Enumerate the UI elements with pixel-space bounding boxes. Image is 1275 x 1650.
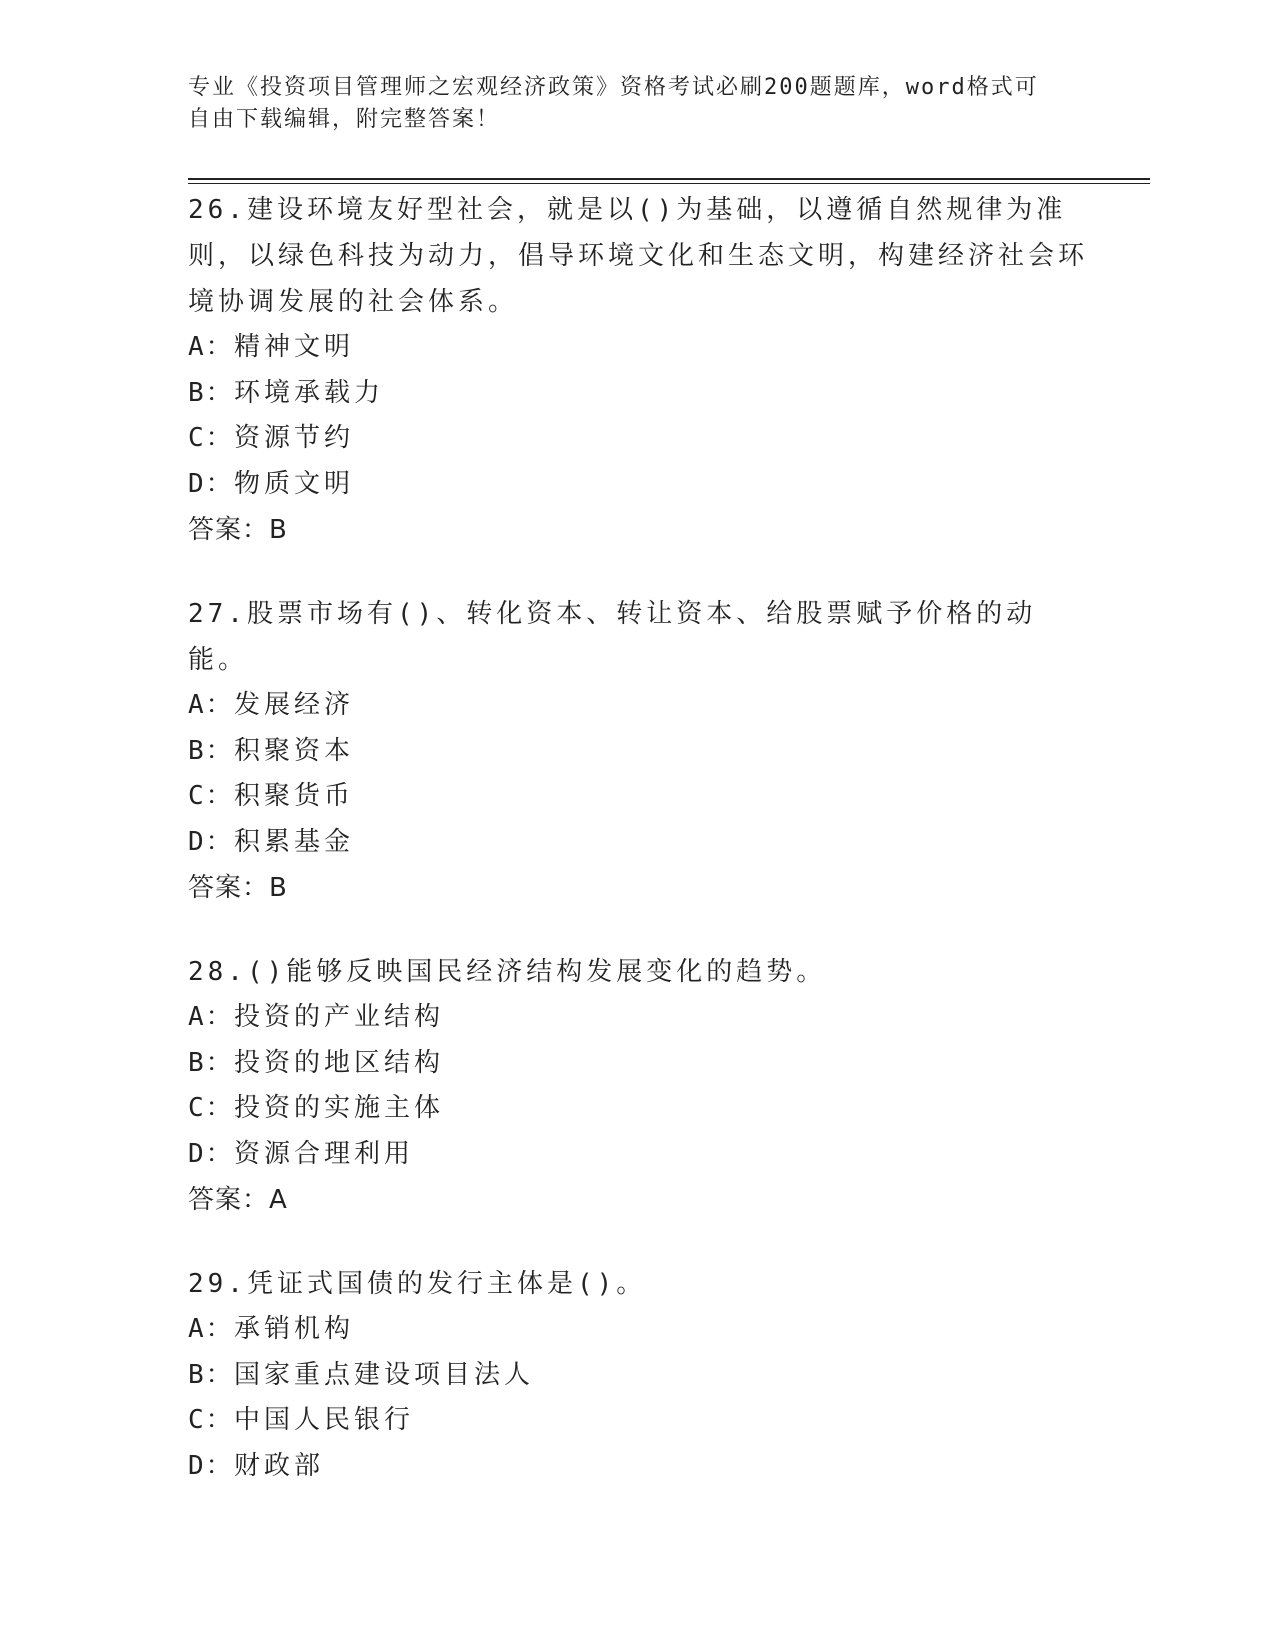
question-stem: 27.股票市场有()、转化资本、转让资本、给股票赋予价格的动能。 bbox=[188, 599, 1037, 675]
option-key: C： bbox=[188, 1093, 234, 1123]
option-text: 发展经济 bbox=[234, 690, 355, 720]
option-key: D： bbox=[188, 1450, 234, 1481]
header-divider-thick bbox=[188, 178, 1150, 180]
option-key: A： bbox=[188, 1314, 234, 1344]
option-text: 物质文明 bbox=[234, 468, 355, 499]
question-item bbox=[188, 591, 1088, 911]
option-b bbox=[188, 729, 1088, 775]
option-key: B： bbox=[188, 1047, 234, 1078]
option-text: 中国人民银行 bbox=[234, 1405, 415, 1435]
option-key: B： bbox=[188, 377, 234, 408]
option-text: 投资的产业结构 bbox=[234, 1002, 445, 1032]
option-a bbox=[188, 325, 1088, 371]
question-stem: 28.()能够反映国民经济结构发展变化的趋势。 bbox=[188, 957, 827, 987]
option-key: A： bbox=[188, 332, 234, 362]
option-c bbox=[188, 1398, 1088, 1444]
document-header bbox=[188, 72, 1068, 136]
option-c bbox=[188, 1086, 1088, 1132]
answer-line: 答案：A bbox=[188, 1185, 288, 1215]
option-key: A： bbox=[188, 1002, 234, 1032]
question-stem: 26.建设环境友好型社会，就是以()为基础，以遵循自然规律为准则，以绿色科技为动力，倡导环境文化和生态文明，构建经济社会环境协调发展的社会体系。 bbox=[188, 195, 1089, 317]
option-key: C： bbox=[188, 1405, 234, 1435]
option-d bbox=[188, 820, 1088, 866]
option-b bbox=[188, 1353, 1088, 1399]
option-d bbox=[188, 1444, 1088, 1490]
option-d bbox=[188, 1132, 1088, 1178]
option-key: D： bbox=[188, 1138, 234, 1169]
option-a bbox=[188, 995, 1088, 1041]
option-text: 积聚资本 bbox=[234, 735, 355, 766]
option-text: 积聚货币 bbox=[234, 781, 355, 811]
option-key: D： bbox=[188, 468, 234, 499]
question-stem: 29.凭证式国债的发行主体是()。 bbox=[188, 1269, 647, 1299]
answer-line: 答案：B bbox=[188, 515, 288, 545]
option-c bbox=[188, 774, 1088, 820]
option-b bbox=[188, 371, 1088, 417]
option-a bbox=[188, 683, 1088, 729]
option-text: 承销机构 bbox=[234, 1314, 355, 1344]
option-a bbox=[188, 1307, 1088, 1353]
option-text: 财政部 bbox=[234, 1450, 325, 1481]
option-d bbox=[188, 462, 1088, 508]
option-text: 积累基金 bbox=[234, 826, 355, 857]
option-key: B： bbox=[188, 1359, 234, 1390]
option-text: 精神文明 bbox=[234, 332, 355, 362]
option-text: 国家重点建设项目法人 bbox=[234, 1359, 535, 1390]
option-key: C： bbox=[188, 781, 234, 811]
question-item bbox=[188, 187, 1088, 553]
header-title-line-2: 自由下载编辑，附完整答案！ bbox=[188, 107, 501, 132]
option-text: 投资的实施主体 bbox=[234, 1093, 445, 1123]
option-c bbox=[188, 416, 1088, 462]
option-key: C： bbox=[188, 423, 234, 453]
option-text: 资源节约 bbox=[234, 423, 355, 453]
header-divider-thin bbox=[188, 183, 1150, 184]
option-key: A： bbox=[188, 690, 234, 720]
option-key: B： bbox=[188, 735, 234, 766]
option-text: 投资的地区结构 bbox=[234, 1047, 445, 1078]
question-item bbox=[188, 1261, 1088, 1489]
option-key: D： bbox=[188, 826, 234, 857]
question-item bbox=[188, 949, 1088, 1223]
answer-line: 答案：B bbox=[188, 873, 288, 903]
option-b bbox=[188, 1041, 1088, 1087]
header-title-line-1: 专业《投资项目管理师之宏观经济政策》资格考试必刷200题题库，word格式可 bbox=[188, 75, 1039, 100]
option-text: 环境承载力 bbox=[234, 377, 385, 408]
question-list bbox=[188, 187, 1088, 1527]
option-text: 资源合理利用 bbox=[234, 1138, 415, 1169]
